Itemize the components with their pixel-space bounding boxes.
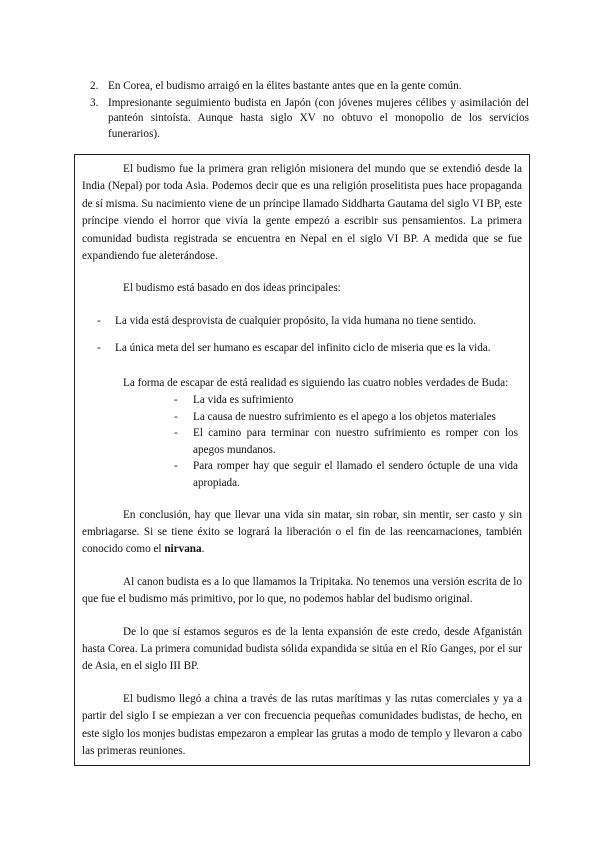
- paragraph-four-truths-intro: La forma de escapar de está realidad es siguiendo las cuatro nobles verdades de Buda:: [123, 376, 509, 389]
- list-item-text: En Corea, el budismo arraigó en la élites bastante antes que en la gente común.: [108, 80, 462, 92]
- list-marker: -: [174, 460, 178, 473]
- nirvana-term: nirvana: [164, 543, 202, 556]
- list-item: [173, 392, 518, 409]
- list-item-text: Para romper hay que seguir el llamado el sendero óctuple de una vida apropiada.: [193, 460, 518, 490]
- list-item-text: Impresionante seguimiento budista en Japón (con jóvenes mujeres célibes y asimilación del panteón sintoísta. Aunque hasta siglo XV no obtuvo el monopolio de los servicios funerarios).: [108, 96, 529, 140]
- list-item-text: El camino para terminar con nuestro sufrimiento es romper con los apegos mundanos.: [193, 427, 518, 456]
- list-item: [173, 409, 518, 426]
- paragraph-expansion: De lo que sí estamos seguros es de la lenta expansión de este credo, desde Afganistán hasta Corea. La primera comunidad budista sólida expandida se sitúa en el Río Ganges, por el sur de Asia, en el siglo III BP.: [82, 625, 522, 673]
- list-marker: -: [174, 394, 178, 407]
- paragraph-principal-ideas: El budismo está basado en dos ideas principales:: [123, 282, 341, 295]
- list-item-text: La única meta del ser humano es escapar del infinito ciclo de miseria que es la vida.: [115, 342, 491, 355]
- bordered-text-box: [74, 154, 530, 766]
- numbered-list: [76, 79, 529, 143]
- paragraph-tripitaka: Al canon budista es a lo que llamamos la Tripitaka. No tenemos una versión escrita de lo que fue el budismo más primitivo, por lo que, no podemos hablar del budismo original.: [82, 575, 522, 606]
- list-marker: -: [174, 427, 178, 440]
- paragraph-china: El budismo llegó a china a través de las rutas marítimas y las rutas comerciales y ya a partir del siglo I se empiezan a ver con frecuencia pequeñas comunidades budistas, de hecho, en este siglo los monjes budistas empezaron a emplear las grutas a modo de templo y llevaron a cabo las primeras reuniones.: [82, 692, 522, 758]
- list-item: [173, 425, 518, 458]
- list-item: [173, 458, 518, 491]
- paragraph-conclusion-end: .: [201, 543, 205, 556]
- list-marker: -: [174, 410, 178, 423]
- list-item-text: La causa de nuestro sufrimiento es el apego a los objetos materiales: [193, 410, 496, 423]
- list-item: [82, 340, 522, 357]
- paragraph-conclusion: [82, 507, 522, 559]
- list-item-text: La vida es sufrimiento: [193, 394, 294, 407]
- list-item-text: La vida está desprovista de cualquier propósito, la vida humana no tiene sentido.: [115, 314, 477, 327]
- list-marker: -: [97, 314, 101, 327]
- paragraph-conclusion-text: En conclusión, hay que llevar una vida sin matar, sin robar, sin mentir, ser casto y sin embriagarse. Si se tiene éxito se logrará la liberación o el fin de las reencarnaciones, también conocido como el: [82, 508, 522, 556]
- paragraph-origins: El budismo fue la primera gran religión misionera del mundo que se extendió desde la India (Nepal) por toda Asia. Podemos decir que es una religión proselitista pues hace propaganda de sí misma. Su nacimiento viene de un príncipe llamado Siddharta Gautama del siglo VI BP, este príncipe viendo el horror que vivía la gente empezó a escribir sus pensamientos. La primera comunidad budista registrada se encuentra en Nepal en el siglo VI BP. A medida que se fue expandiendo fue aleterándose.: [82, 163, 522, 263]
- list-item: [76, 96, 529, 143]
- list-marker: -: [97, 342, 101, 355]
- list-marker: 2.: [90, 80, 99, 92]
- list-item: [82, 313, 522, 330]
- four-truths-list: [173, 392, 518, 492]
- list-marker: 3.: [90, 96, 99, 109]
- list-item: [76, 79, 529, 95]
